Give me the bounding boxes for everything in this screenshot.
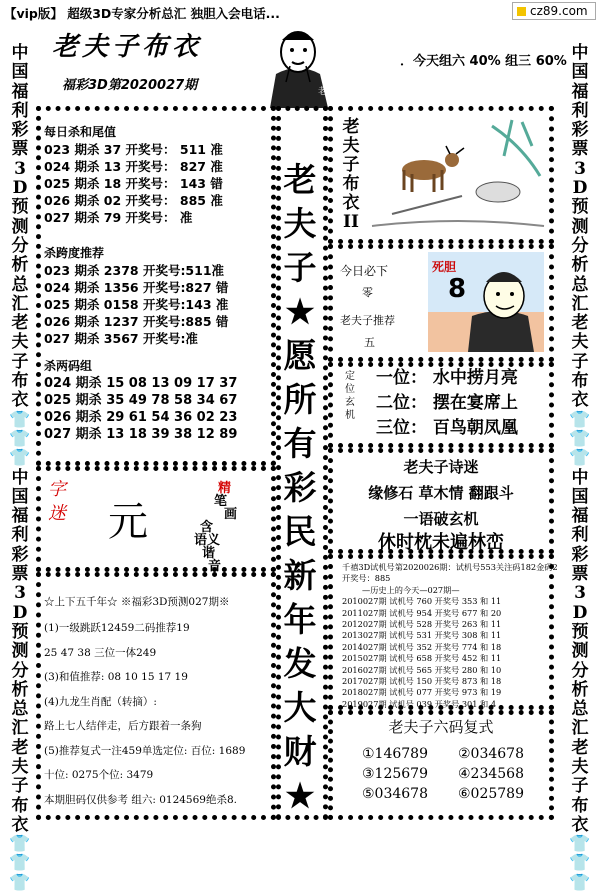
side-char: 子 — [11, 776, 29, 797]
position-label-char: 定 — [345, 371, 355, 382]
side-char: 中 — [11, 43, 29, 63]
side-char: 总 — [571, 699, 589, 720]
must-bet-label: 今日必下 — [340, 264, 389, 278]
side-char: 分 — [571, 660, 589, 681]
side-char: 分 — [11, 235, 29, 256]
side-char: 👕 — [9, 428, 31, 449]
side-char: 衣 — [571, 390, 589, 411]
must-bet-digit: 零 — [362, 286, 373, 299]
side-char: 彩 — [571, 120, 589, 141]
forecast-lines — [44, 620, 245, 816]
history-row: 2014027期 试机号 352 开奖号 774 和 18 — [342, 641, 502, 652]
position-lines — [376, 366, 518, 441]
side-char: 析 — [11, 255, 29, 276]
cartoon-title-char: 老 — [342, 117, 360, 137]
side-char: D — [572, 602, 588, 623]
span-section — [44, 245, 228, 347]
history-header-1: 千禧3D试机号第2020026期：试机号553关注码182金码2 — [342, 562, 558, 572]
side-char: 中 — [571, 43, 589, 63]
history-row: 2017027期 试机号 150 开奖号 873 和 18 — [342, 676, 502, 687]
kill-two-row: 025 期杀 35 49 78 58 34 67 — [44, 393, 238, 408]
combo-grid — [362, 746, 542, 802]
forecast-line: 25 47 38 三位一体249 — [44, 646, 157, 659]
kill-two-heading: 杀两码组 — [44, 359, 93, 373]
span-row: 027 期杀 3567 开奖号:准 — [44, 331, 198, 346]
side-char: 析 — [571, 255, 589, 276]
span-row: 026 期杀 1237 开奖号:885 错 — [44, 314, 229, 329]
side-char: 👕 — [569, 448, 591, 469]
history-row: 2015027期 试机号 658 开奖号 452 和 11 — [342, 653, 502, 664]
dead-digit: 8 — [448, 274, 467, 304]
side-char: 预 — [571, 197, 589, 218]
slogan-char: 夫 — [283, 204, 317, 243]
combo-item: ②034678 — [458, 746, 524, 762]
side-char: D — [12, 178, 28, 199]
side-char: 老 — [571, 313, 589, 334]
ox-field-cartoon — [372, 116, 544, 234]
slogan-char: 彩 — [283, 468, 317, 507]
history-header-3: —历史上的今天—027期— — [362, 584, 460, 595]
slogan-char: 所 — [283, 380, 317, 419]
forecast-line: (3)和值推荐: 08 10 15 17 19 — [44, 671, 188, 683]
slogan-char: 新 — [283, 556, 317, 595]
forecast-section — [44, 594, 245, 816]
side-char: 票 — [11, 139, 29, 160]
side-char: 彩 — [11, 544, 29, 565]
side-char: 👕 — [9, 872, 31, 893]
side-char: 汇 — [11, 718, 29, 739]
combo-title: 老夫子六码复式 — [388, 718, 494, 736]
history-row: 2016027期 试机号 565 开奖号 280 和 10 — [342, 664, 502, 675]
side-char: 老 — [571, 737, 589, 758]
side-char: 总 — [571, 274, 589, 295]
probability-text: ．今天组六 40% 组三 60% — [400, 54, 567, 69]
side-char: 👕 — [569, 428, 591, 449]
riddle-hint — [194, 482, 254, 573]
side-char: 利 — [571, 100, 589, 121]
side-char: 预 — [11, 621, 29, 642]
combo-item: ①146789 — [362, 746, 428, 762]
sum-tail-rows — [44, 141, 223, 226]
top-bar — [0, 0, 600, 22]
side-char: 布 — [571, 371, 589, 392]
side-char: 福 — [571, 81, 589, 102]
side-char: 衣 — [11, 390, 29, 411]
history-row: 2018027期 试机号 077 开奖号 973 和 19 — [342, 687, 502, 698]
slogan-char: 民 — [283, 512, 317, 551]
side-char: 析 — [571, 679, 589, 700]
dead-number-panel — [428, 252, 544, 352]
cartoon-title-char: II — [343, 212, 359, 232]
combo-item: ④234568 — [458, 766, 524, 782]
side-char: 测 — [571, 641, 589, 662]
side-char: 子 — [11, 351, 29, 372]
side-char: 3 — [574, 583, 586, 604]
side-char: 国 — [11, 486, 29, 507]
side-char: 衣 — [11, 814, 29, 835]
position-label — [344, 370, 356, 422]
side-char: D — [12, 602, 28, 623]
slogan-char: 发 — [283, 644, 317, 683]
span-row: 023 期杀 2378 开奖号:511准 — [44, 263, 225, 278]
issue-number: 福彩3D第2020027期 — [62, 78, 198, 93]
combo-item: ⑥025789 — [458, 786, 524, 802]
side-char: 彩 — [571, 544, 589, 565]
history-rows — [342, 596, 558, 710]
poem-title: 老夫子诗迷 — [403, 458, 479, 476]
kill-two-row: 026 期杀 29 61 54 36 02 23 — [44, 410, 238, 425]
side-char: 国 — [571, 486, 589, 507]
history-row: 2012027期 试机号 528 开奖号 263 和 11 — [342, 619, 502, 630]
history-section — [342, 562, 558, 710]
side-char: 夫 — [11, 332, 29, 353]
cartoon-title-char: 夫 — [342, 136, 360, 156]
side-char: 利 — [11, 525, 29, 546]
sum-tail-row: 024 期杀 13 开奖号： 827 准 — [44, 159, 223, 174]
history-row: 2019027期 试机号 039 开奖号 301 和 4 — [342, 698, 497, 709]
position-line: 三位： 百鸟朝凤凰 — [376, 418, 518, 438]
side-char: 布 — [571, 795, 589, 816]
side-char: 测 — [11, 641, 29, 662]
side-char: 票 — [571, 564, 589, 585]
recommend-digit: 五 — [364, 336, 375, 349]
forecast-line: 十位: 0275个位: 3479 — [44, 769, 154, 781]
combo-item: ⑤034678 — [362, 786, 428, 802]
side-char: 总 — [11, 699, 29, 720]
riddle-label: 字迷 — [48, 479, 66, 524]
side-char: 预 — [11, 197, 29, 218]
slogan-char: 大 — [283, 688, 317, 727]
sum-tail-section — [44, 124, 223, 226]
riddle-hint-char: 语义 — [194, 533, 221, 548]
sum-tail-row: 025 期杀 18 开奖号： 143 错 — [44, 176, 223, 191]
star-icon: ★ — [285, 292, 315, 331]
side-char: 预 — [571, 621, 589, 642]
cartoon-title-char: 子 — [342, 155, 360, 175]
star-icon: ★ — [285, 776, 315, 815]
forecast-line: 路上七人结伴走，后方跟着一条狗 — [44, 720, 202, 732]
side-char: 老 — [11, 313, 29, 334]
riddle-hint-char: 谐 — [202, 546, 216, 561]
history-header-2: 开奖号：885 — [342, 573, 391, 584]
forecast-line: (1)一级跳跃12459二码推荐19 — [44, 622, 190, 634]
cartoon-caption: 老夫子 — [318, 87, 346, 97]
slogan-char: 老 — [283, 160, 317, 199]
side-char: 👕 — [569, 872, 591, 893]
kill-two-row: 027 期杀 13 18 39 38 12 89 — [44, 427, 238, 442]
kill-two-rows — [44, 375, 237, 443]
forecast-heading: ☆上下五千年☆ ※福彩3D预测027期※ — [44, 596, 230, 608]
left-side-column — [6, 44, 34, 893]
side-char: 👕 — [9, 448, 31, 469]
slogan-char: 年 — [283, 600, 317, 639]
span-rows — [44, 262, 228, 347]
side-char: 测 — [571, 216, 589, 237]
recommend-label: 老夫子推荐 — [340, 314, 395, 327]
slogan-char: 愿 — [283, 336, 317, 375]
side-char: 测 — [11, 216, 29, 237]
riddle-char: 元 — [108, 499, 148, 545]
side-char: 总 — [11, 274, 29, 295]
span-heading: 杀跨度推荐 — [44, 246, 105, 260]
site-logo-icon — [517, 7, 526, 16]
side-char: 👕 — [569, 409, 591, 430]
forecast-line: 本期胆码仅供参考 组六: 0124569绝杀8. — [44, 793, 237, 806]
slogan-char: 有 — [283, 424, 317, 463]
side-char: 衣 — [571, 814, 589, 835]
cartoon-title-char: 衣 — [342, 193, 360, 213]
side-char: 票 — [571, 139, 589, 160]
side-char: 老 — [11, 737, 29, 758]
position-label-char: 机 — [345, 410, 355, 421]
side-char: 福 — [11, 506, 29, 527]
side-char: 👕 — [569, 853, 591, 874]
side-char: 3 — [574, 158, 586, 179]
history-row: 2011027期 试机号 954 开奖号 677 和 20 — [342, 607, 502, 618]
kill-two-row: 024 期杀 15 08 13 09 17 37 — [44, 376, 238, 391]
side-char: 福 — [11, 81, 29, 102]
side-char: 中 — [571, 467, 589, 488]
side-char: 分 — [11, 660, 29, 681]
side-char: 汇 — [571, 718, 589, 739]
site-badge[interactable] — [512, 2, 596, 20]
side-char: 夫 — [571, 332, 589, 353]
slogan-char: 子 — [283, 248, 317, 287]
span-row: 024 期杀 1356 开奖号:827 错 — [44, 280, 229, 295]
kill-two-section — [44, 358, 237, 443]
side-char: 👕 — [569, 834, 591, 855]
history-row: 2010027期 试机号 760 开奖号 353 和 11 — [342, 596, 502, 607]
side-char: 子 — [571, 776, 589, 797]
side-char: 👕 — [9, 409, 31, 430]
forecast-line: (5)推荐复式一注459单选定位: 百位: 1689 — [44, 744, 246, 757]
position-label-char: 玄 — [345, 397, 355, 408]
position-label-char: 位 — [345, 384, 355, 395]
history-row: 2013027期 试机号 531 开奖号 308 和 11 — [342, 630, 502, 641]
cartoon-panel-title — [338, 118, 364, 232]
side-char: 利 — [571, 525, 589, 546]
position-line: 二位： 摆在宴席上 — [376, 393, 518, 413]
side-char: 彩 — [11, 120, 29, 141]
right-side-column — [566, 44, 594, 893]
span-row: 025 期杀 0158 开奖号:143 准 — [44, 297, 229, 312]
side-char: 汇 — [571, 293, 589, 314]
cartoon-title-char: 布 — [342, 174, 360, 194]
side-char: 夫 — [571, 756, 589, 777]
poem-subtitle: 一语破玄机 — [403, 510, 479, 528]
side-char: 布 — [11, 371, 29, 392]
poem-line-2: 休时枕未遍林峦 — [378, 532, 504, 553]
logo-title: 老夫子布衣 — [52, 32, 203, 62]
combo-item: ③125679 — [362, 766, 428, 782]
riddle-hint-char: 笔 — [214, 494, 228, 509]
side-char: 3 — [14, 158, 26, 179]
old-master-cartoon — [262, 22, 346, 108]
side-char: 子 — [571, 351, 589, 372]
headline: 【vip版】 超级3D专家分析总汇 独胆入会电话... — [4, 6, 280, 21]
site-url: cz89.com — [530, 4, 588, 18]
sum-tail-row: 023 期杀 37 开奖号： 511 准 — [44, 142, 223, 157]
side-char: 👕 — [9, 834, 31, 855]
riddle-hint-char: 含 — [200, 520, 214, 535]
side-char: 中 — [11, 467, 29, 488]
slogan-char: 财 — [283, 732, 317, 771]
slogan-column — [279, 158, 321, 818]
sum-tail-row: 027 期杀 79 开奖号： 准 — [44, 210, 193, 225]
riddle-hint-char: 画 — [224, 507, 238, 522]
poem-line-1: 缘修石 草木情 翻跟斗 — [368, 484, 514, 502]
sum-tail-row: 026 期杀 02 开奖号： 885 准 — [44, 193, 223, 208]
side-char: 利 — [11, 100, 29, 121]
side-char: D — [572, 178, 588, 199]
position-line: 一位： 水中捞月亮 — [376, 368, 518, 388]
riddle-hint-char: 精 — [218, 481, 232, 496]
side-char: 布 — [11, 795, 29, 816]
side-char: 夫 — [11, 756, 29, 777]
side-char: 福 — [571, 506, 589, 527]
forecast-line: (4)九龙生肖配（转摘）: — [44, 695, 157, 708]
side-char: 票 — [11, 564, 29, 585]
side-char: 分 — [571, 235, 589, 256]
sum-tail-heading: 每日杀和尾值 — [44, 125, 117, 139]
side-char: 汇 — [11, 293, 29, 314]
side-char: 国 — [571, 62, 589, 83]
side-char: 3 — [14, 583, 26, 604]
riddle-hint-char: 音 — [208, 559, 222, 574]
dead-label: 死胆 — [432, 260, 457, 274]
side-char: 析 — [11, 679, 29, 700]
side-char: 国 — [11, 62, 29, 83]
side-char: 👕 — [9, 853, 31, 874]
